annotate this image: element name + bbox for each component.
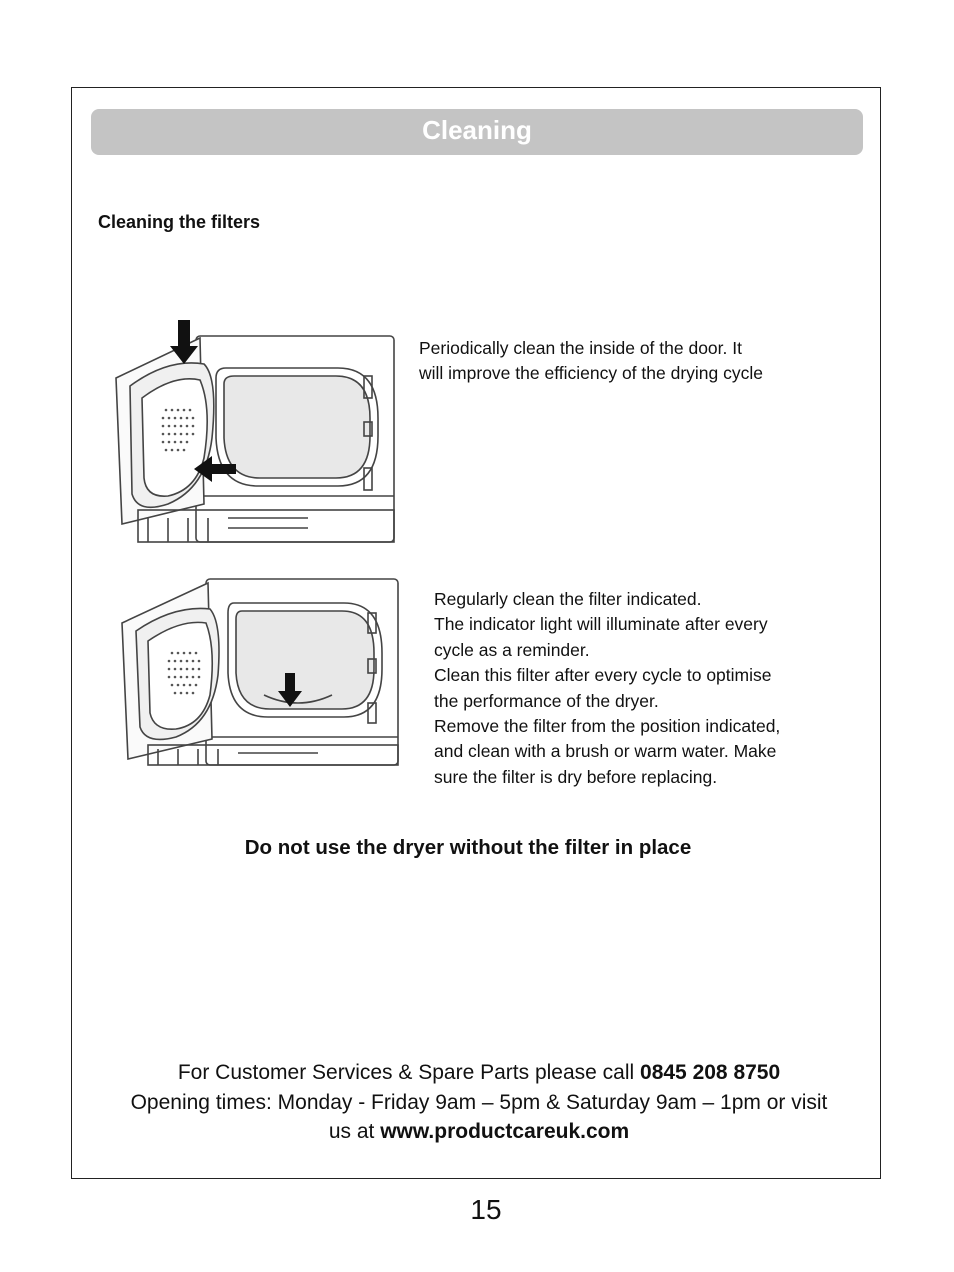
door-cleaning-text [419, 336, 763, 387]
text-line: will improve the efficiency of the drying cycle [419, 363, 763, 384]
section-subheading: Cleaning the filters [98, 212, 261, 232]
text-line: Periodically clean the inside of the door. It [419, 338, 742, 358]
text-line: The indicator light will illuminate after every [434, 614, 768, 635]
phone-number: 0845 208 8750 [640, 1061, 781, 1084]
phone-prefix: For Customer Services & Spare Parts please call [177, 1061, 641, 1084]
warning-text: Do not use the dryer without the filter in place [244, 836, 692, 859]
page-title: Cleaning [422, 115, 532, 145]
website-prefix: us at [328, 1120, 381, 1144]
text-line: sure the filter is dry before replacing. [434, 766, 718, 787]
filter-cleaning-text [434, 587, 780, 790]
text-line: cycle as a reminder. [434, 639, 590, 660]
filter-warning [0, 836, 954, 860]
text-line: Remove the filter from the position indicated, [434, 716, 781, 737]
text-line: Clean this filter after every cycle to optimise [434, 665, 772, 686]
door-filter-illustration [108, 318, 398, 544]
drum-filter-illustration [118, 577, 400, 767]
text-line: and clean with a brush or warm water. Make [434, 741, 777, 762]
section-title-bar [91, 109, 863, 155]
website-link[interactable]: www.productcareuk.com [380, 1120, 630, 1144]
page-number: 15 [470, 1194, 502, 1225]
customer-service-footer [71, 1058, 887, 1147]
text-line: Regularly clean the filter indicated. [434, 589, 702, 609]
text-line: the performance of the dryer. [434, 690, 659, 711]
footer-line-website [71, 1117, 887, 1147]
footer-line-phone [71, 1058, 887, 1088]
opening-times: Opening times: Monday - Friday 9am – 5pm & Saturday 9am – 1pm or visit [130, 1090, 828, 1114]
